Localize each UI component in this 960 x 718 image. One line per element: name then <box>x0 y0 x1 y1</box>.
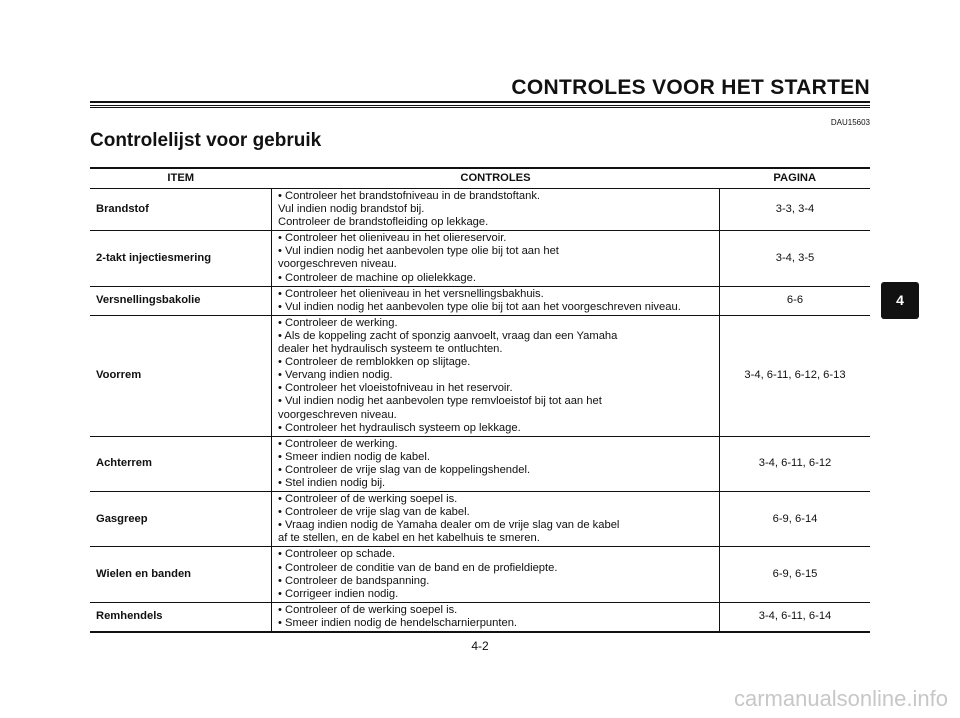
control-line: • Controleer de vrije slag van de kabel. <box>278 506 470 519</box>
table-row <box>90 547 870 602</box>
row-controls <box>272 286 720 315</box>
control-line: • Vervang indien nodig. <box>278 369 393 382</box>
row-item: Voorrem <box>90 315 272 436</box>
table-row <box>90 286 870 315</box>
control-line: • Corrigeer indien nodig. <box>278 587 399 600</box>
chapter-title: CONTROLES VOOR HET STARTEN <box>511 76 870 99</box>
chapter-tab: 4 <box>881 282 919 319</box>
control-line: • Controleer de conditie van de band en de profieldiepte. <box>278 561 558 574</box>
row-item: Versnellingsbakolie <box>90 286 272 315</box>
control-line: • Vul indien nodig het aanbevolen type olie bij tot aan het <box>278 245 559 258</box>
checklist-table <box>90 167 870 633</box>
row-page: 3-4, 6-11, 6-12 <box>720 436 871 491</box>
row-controls <box>272 547 720 602</box>
control-line: • Controleer het olieniveau in het versnellingsbakhuis. <box>278 287 544 300</box>
control-line: • Controleer of de werking soepel is. <box>278 493 458 506</box>
control-line: • Controleer de werking. <box>278 316 398 329</box>
control-line: Controleer de brandstofleiding op lekkage. <box>278 216 489 229</box>
document-code: DAU15603 <box>830 118 870 127</box>
row-item: Wielen en banden <box>90 547 272 602</box>
control-line: • Vraag indien nodig de Yamaha dealer om de vrije slag van de kabel <box>278 519 620 532</box>
row-page: 6-9, 6-14 <box>720 492 871 547</box>
column-header-page: PAGINA <box>720 168 871 189</box>
control-line: • Controleer de machine op olielekkage. <box>278 271 476 284</box>
control-line: • Controleer de bandspanning. <box>278 574 430 587</box>
table-row <box>90 602 870 632</box>
table-row <box>90 315 870 436</box>
control-line: voorgeschreven niveau. <box>278 258 397 271</box>
row-page: 3-3, 3-4 <box>720 189 871 231</box>
row-item: Brandstof <box>90 189 272 231</box>
table-row <box>90 492 870 547</box>
control-line: • Smeer indien nodig de hendelscharnierpunten. <box>278 616 518 629</box>
row-controls <box>272 602 720 632</box>
checklist-table-container <box>90 167 870 633</box>
row-item: Achterrem <box>90 436 272 491</box>
row-page: 6-9, 6-15 <box>720 547 871 602</box>
table-body <box>90 189 870 633</box>
control-line: • Vul indien nodig het aanbevolen type olie bij tot aan het voorgeschreven niveau. <box>278 300 681 313</box>
table-header-row <box>90 168 870 189</box>
watermark: carmanualsonline.info <box>733 686 948 711</box>
row-controls <box>272 189 720 231</box>
control-line: • Controleer het olieniveau in het oliereservoir. <box>278 232 507 245</box>
control-line: af te stellen, en de kabel en het kabelhuis te smeren. <box>278 532 540 545</box>
control-line: voorgeschreven niveau. <box>278 408 397 421</box>
row-page: 6-6 <box>720 286 871 315</box>
table-row <box>90 231 870 286</box>
control-line: • Controleer het hydraulisch systeem op lekkage. <box>278 421 521 434</box>
table-row <box>90 189 870 231</box>
row-controls <box>272 492 720 547</box>
control-line: • Smeer indien nodig de kabel. <box>278 450 430 463</box>
control-line: Vul indien nodig brandstof bij. <box>278 203 425 216</box>
header-rule <box>90 101 870 108</box>
control-line: dealer het hydraulisch systeem te ontluchten. <box>278 343 503 356</box>
control-line: • Controleer of de werking soepel is. <box>278 603 458 616</box>
row-controls <box>272 231 720 286</box>
control-line: • Controleer het brandstofniveau in de brandstoftank. <box>278 190 541 202</box>
control-line: • Stel indien nodig bij. <box>278 476 386 489</box>
row-controls <box>272 436 720 491</box>
control-line: • Controleer het vloeistofniveau in het reservoir. <box>278 382 513 395</box>
section-title: Controlelijst voor gebruik <box>90 130 322 151</box>
column-header-item: ITEM <box>90 168 272 189</box>
control-line: • Als de koppeling zacht of sponzig aanvoelt, vraag dan een Yamaha <box>278 329 618 342</box>
control-line: • Controleer de werking. <box>278 437 398 450</box>
row-page: 3-4, 6-11, 6-14 <box>720 602 871 632</box>
control-line: • Controleer de vrije slag van de koppelingshendel. <box>278 463 531 476</box>
row-page: 3-4, 6-11, 6-12, 6-13 <box>720 315 871 436</box>
control-line: • Vul indien nodig het aanbevolen type remvloeistof bij tot aan het <box>278 395 602 408</box>
row-item: 2-takt injectiesmering <box>90 231 272 286</box>
table-row <box>90 436 870 491</box>
page-number: 4-2 <box>471 639 489 653</box>
row-page: 3-4, 3-5 <box>720 231 871 286</box>
row-item: Remhendels <box>90 602 272 632</box>
row-item: Gasgreep <box>90 492 272 547</box>
control-line: • Controleer op schade. <box>278 548 396 561</box>
column-header-controls: CONTROLES <box>272 168 720 189</box>
control-line: • Controleer de remblokken op slijtage. <box>278 356 471 369</box>
row-controls <box>272 315 720 436</box>
